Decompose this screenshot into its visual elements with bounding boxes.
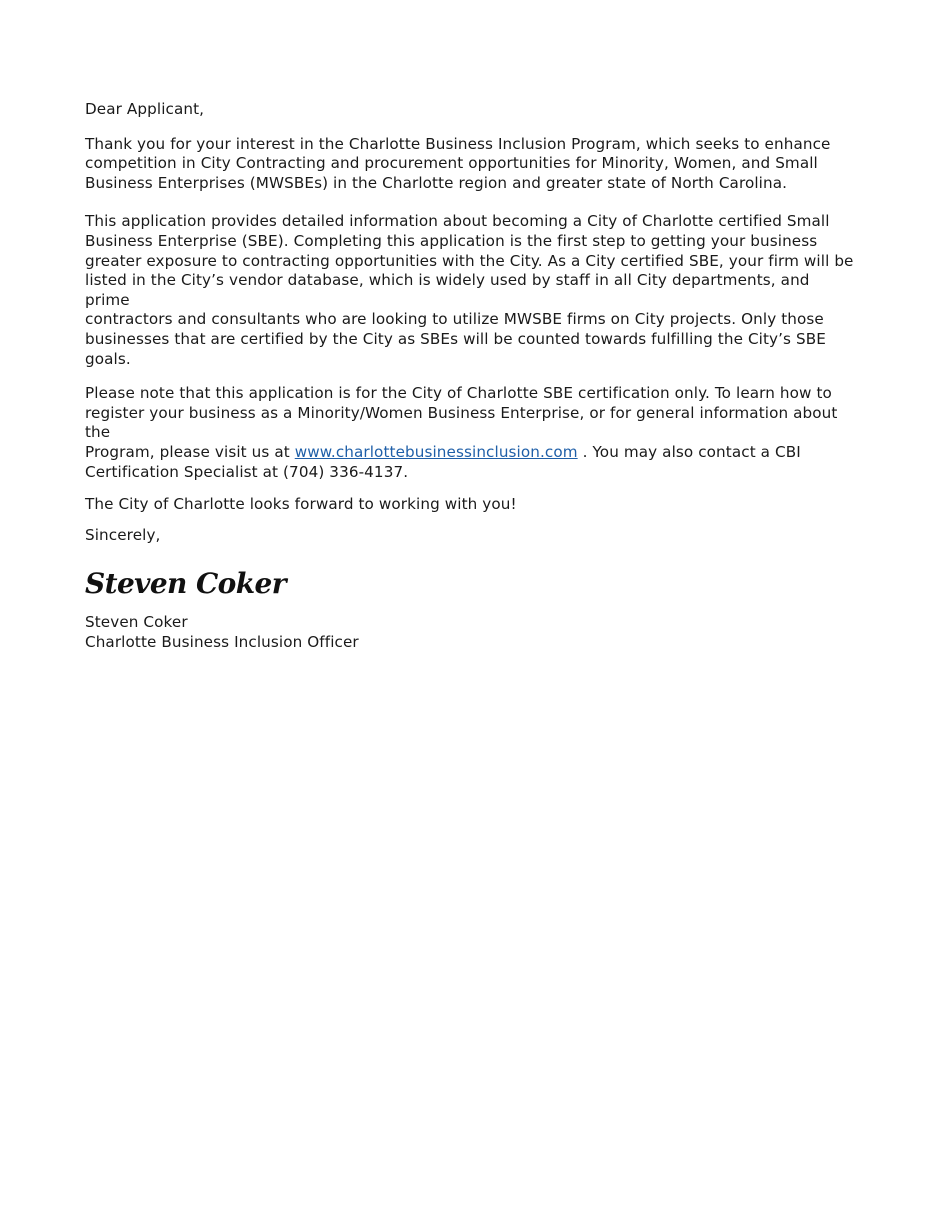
paragraph-note-text-before-link: Please note that this application is for the City of Charlotte SBE certification only. To learn how to register your business as a Minority/Women Business Enterprise, or for general information about the Program, please visit us at: [85, 384, 838, 461]
signer-title: Charlotte Business Inclusion Officer: [85, 632, 359, 651]
paragraph-application-info: This application provides detailed information about becoming a City of Charlotte certified Small Business Enterprise (SBE). Completing this application is the first step to getting your business greater exposure to contracting opportunities with the City. As a City certified SBE, your firm will be listed in the City’s vendor database, which is widely used by staff in all City departments, and prime contractors and consultants who are looking to utilize MWSBE firms on City projects. Only those businesses that are certified by the City as SBEs will be counted towards fulfilling the City’s SBE goals.: [85, 212, 854, 368]
letter-body: [85, 100, 855, 652]
signature-block: [85, 613, 855, 652]
paragraph-note-text-after-link: . You may also contact a CBI Certification Specialist at (704) 336-4137.: [85, 442, 801, 481]
paragraph-looking-forward: The City of Charlotte looks forward to working with you!: [85, 495, 517, 514]
paragraph-note: [85, 384, 855, 482]
closing: Sincerely,: [85, 525, 161, 544]
signer-name: Steven Coker: [85, 613, 188, 632]
paragraph-intro: Thank you for your interest in the Charlotte Business Inclusion Program, which seeks to enhance competition in City Contracting and procurement opportunities for Minority, Women, and Small Business Enterprises (MWSBEs) in the Charlotte region and greater state of North Carolina.: [85, 134, 831, 192]
handwritten-signature: Steven Coker: [85, 567, 286, 601]
website-link[interactable]: www.charlottebusinessinclusion.com: [294, 442, 578, 461]
greeting: Dear Applicant,: [85, 100, 205, 118]
